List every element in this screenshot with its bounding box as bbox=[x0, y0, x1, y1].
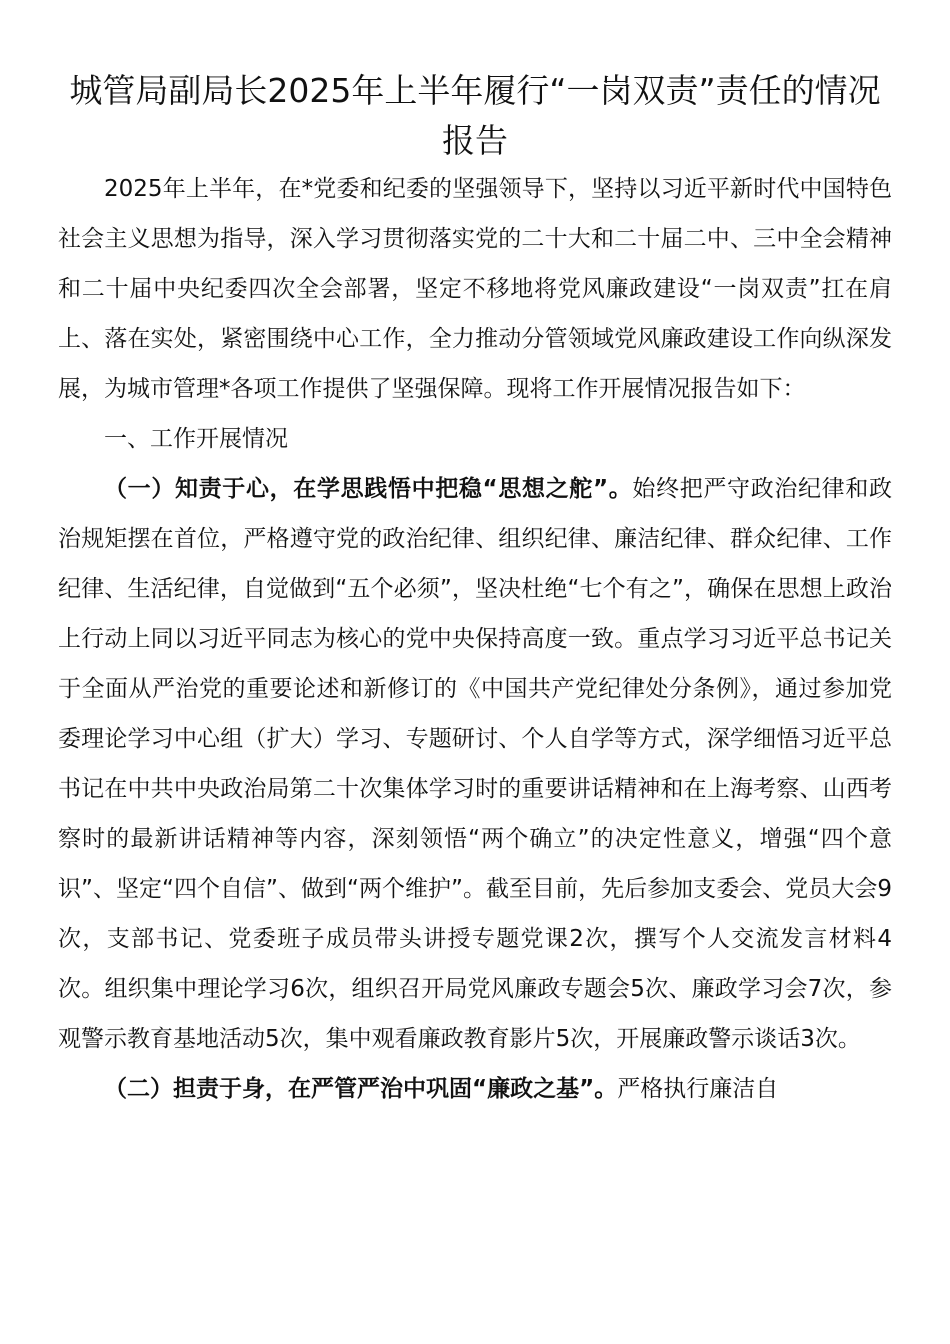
document-body bbox=[58, 164, 892, 1114]
subsection-1-body: 始终把严守政治纪律和政治规矩摆在首位，严格遵守党的政治纪律、组织纪律、廉洁纪律、群众纪律、工作纪律、生活纪律，自觉做到“五个必须”，坚决杜绝“七个有之”，确保在思想上政治上行动上同以习近平同志为核心的党中央保持高度一致。重点学习习近平总书记关于全面从严治党的重要论述和新修订的《中国共产党纪律处分条例》，通过参加党委理论学习中心组（扩大）学习、专题研讨、个人自学等方式，深学细悟习近平总书记在中共中央政治局第二十次集体学习时的重要讲话精神和在上海考察、山西考察时的最新讲话精神等内容，深刻领悟“两个确立”的决定性意义，增强“四个意识”、坚定“四个自信”、做到“两个维护”。截至目前，先后参加支委会、党员大会9次，支部书记、党委班子成员带头讲授专题党课2次，撰写个人交流发言材料4次。组织集中理论学习6次，组织召开局党风廉政专题会5次、廉政学习会7次，参观警示教育基地活动5次，集中观看廉政教育影片5次，开展廉政警示谈话3次。 bbox=[58, 476, 893, 1052]
subsection-2-body: 严格执行廉洁自 bbox=[617, 1076, 779, 1102]
subsection-2-heading: （二）担责于身，在严管严治中巩固“廉政之基”。 bbox=[104, 1076, 618, 1102]
section-heading-1: 一、工作开展情况 bbox=[104, 426, 288, 452]
subsection-1-heading: （一）知责于心，在学思践悟中把稳“思想之舵”。 bbox=[104, 476, 633, 502]
intro-paragraph: 2025年上半年，在*党委和纪委的坚强领导下，坚持以习近平新时代中国特色社会主义思想为指导，深入学习贯彻落实党的二十大和二十届二中、三中全会精神和二十届中央纪委四次全会部署，坚定不移地将党风廉政建设“一岗双责”扛在肩上、落在实处，紧密围绕中心工作，全力推动分管领域党风廉政建设工作向纵深发展，为城市管理*各项工作提供了坚强保障。现将工作开展情况报告如下： bbox=[58, 176, 892, 402]
subsection-1-paragraph bbox=[58, 464, 892, 1064]
subsection-2-paragraph bbox=[58, 1064, 892, 1114]
document-title: 城管局副局长2025年上半年履行“一岗双责”责任的情况报告 bbox=[69, 71, 881, 160]
